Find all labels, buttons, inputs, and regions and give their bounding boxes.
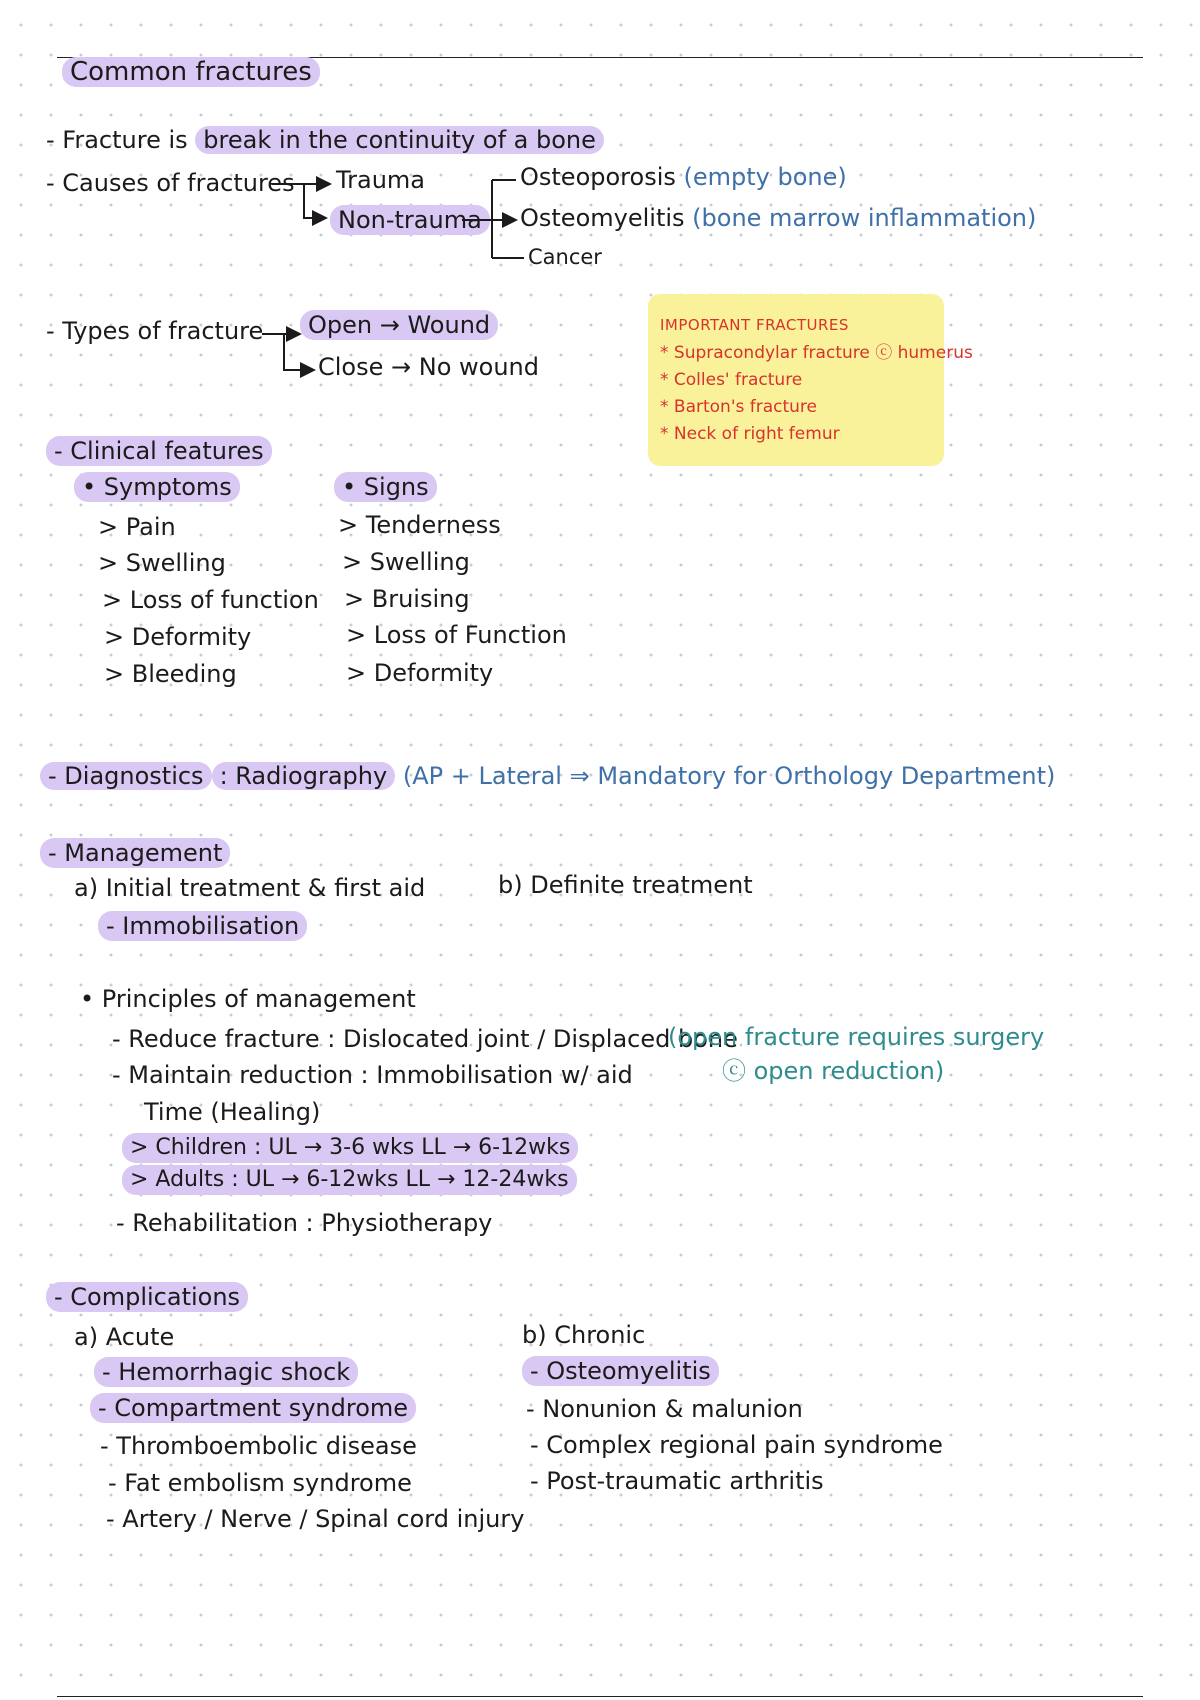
- chronic-item: - Nonunion & malunion: [526, 1395, 803, 1423]
- clinical-label: - Clinical features: [46, 436, 272, 466]
- acute-item: - Hemorrhagic shock: [94, 1357, 358, 1387]
- principle-reduce: - Reduce fracture : Dislocated joint / Displaced bone: [112, 1025, 738, 1053]
- healing-time: Time (Healing): [144, 1098, 321, 1126]
- principle-rehabilitation: - Rehabilitation : Physiotherapy: [116, 1209, 493, 1237]
- types-branch: [284, 334, 314, 370]
- symptom-item: > Bleeding: [104, 660, 237, 688]
- sign-item: > Deformity: [346, 659, 494, 687]
- type-open: Open → Wound: [300, 310, 498, 340]
- note-item: * Supracondylar fracture ⓒ humerus: [660, 343, 973, 363]
- chronic-item: - Complex regional pain syndrome: [530, 1431, 943, 1459]
- cause-osteomyelitis: Osteomyelitis (bone marrow inflammation): [520, 204, 1037, 232]
- note-title: IMPORTANT FRACTURES: [660, 316, 849, 334]
- reduce-note-line-2: ⓒ open reduction): [722, 1057, 945, 1085]
- chronic-item: - Post-traumatic arthritis: [530, 1467, 824, 1495]
- complications-label: - Complications: [46, 1282, 248, 1312]
- signs-title: • Signs: [334, 472, 437, 502]
- management-definite: b) Definite treatment: [498, 871, 753, 899]
- sign-item: > Tenderness: [338, 511, 501, 539]
- symptom-item: > Pain: [98, 513, 176, 541]
- sign-item: > Swelling: [342, 548, 470, 576]
- sign-item: > Loss of Function: [346, 621, 567, 649]
- cause-cancer: Cancer: [528, 245, 602, 269]
- symptom-item: > Swelling: [98, 549, 226, 577]
- reduce-note-line-1: (open fracture requires surgery: [668, 1023, 1045, 1051]
- type-close: Close → No wound: [318, 353, 539, 381]
- symptoms-title: • Symptoms: [74, 472, 240, 502]
- causes-branch: [304, 184, 326, 218]
- chronic-item: - Osteomyelitis: [522, 1356, 719, 1386]
- healing-children: > Children : UL → 3-6 wks LL → 6-12wks: [122, 1133, 578, 1163]
- symptom-item: > Deformity: [104, 623, 252, 651]
- cause-osteoporosis: Osteoporosis (empty bone): [520, 163, 847, 191]
- management-initial: a) Initial treatment & first aid: [74, 874, 426, 902]
- acute-item: - Artery / Nerve / Spinal cord injury: [106, 1505, 525, 1533]
- diagnostics-note: (AP + Lateral ⇒ Mandatory for Orthology Department): [402, 762, 1056, 790]
- acute-title: a) Acute: [74, 1323, 175, 1351]
- note-item: * Barton's fracture: [660, 397, 818, 417]
- cause-trauma: Trauma: [336, 166, 426, 194]
- types-label: - Types of fracture: [46, 317, 264, 345]
- management-immobilisation: - Immobilisation: [98, 911, 307, 941]
- note-item: * Neck of right femur: [660, 424, 840, 444]
- acute-item: - Fat embolism syndrome: [108, 1469, 412, 1497]
- principles-title: • Principles of management: [80, 985, 416, 1013]
- definition-lead: - Fracture is: [46, 126, 196, 154]
- healing-adults: > Adults : UL → 6-12wks LL → 12-24wks: [122, 1165, 577, 1195]
- symptom-item: > Loss of function: [102, 586, 319, 614]
- cause-non-trauma: Non-trauma: [330, 205, 490, 235]
- note-item: * Colles' fracture: [660, 370, 803, 390]
- definition-highlight: break in the continuity of a bone: [195, 126, 604, 154]
- management-label: - Management: [40, 838, 230, 868]
- osteomyelitis-note: (bone marrow inflammation): [692, 204, 1037, 232]
- causes-label: - Causes of fractures: [46, 169, 295, 197]
- acute-item: - Compartment syndrome: [90, 1393, 416, 1423]
- diagnostics-method: : Radiography: [212, 762, 396, 790]
- sign-item: > Bruising: [344, 585, 470, 613]
- osteoporosis-note: (empty bone): [683, 163, 847, 191]
- page-title: Common fractures: [62, 57, 320, 87]
- principle-maintain: - Maintain reduction : Immobilisation w/ aid: [112, 1061, 633, 1089]
- acute-item: - Thromboembolic disease: [100, 1432, 417, 1460]
- chronic-title: b) Chronic: [522, 1321, 646, 1349]
- diagnostics-label: - Diagnostics: [40, 762, 212, 790]
